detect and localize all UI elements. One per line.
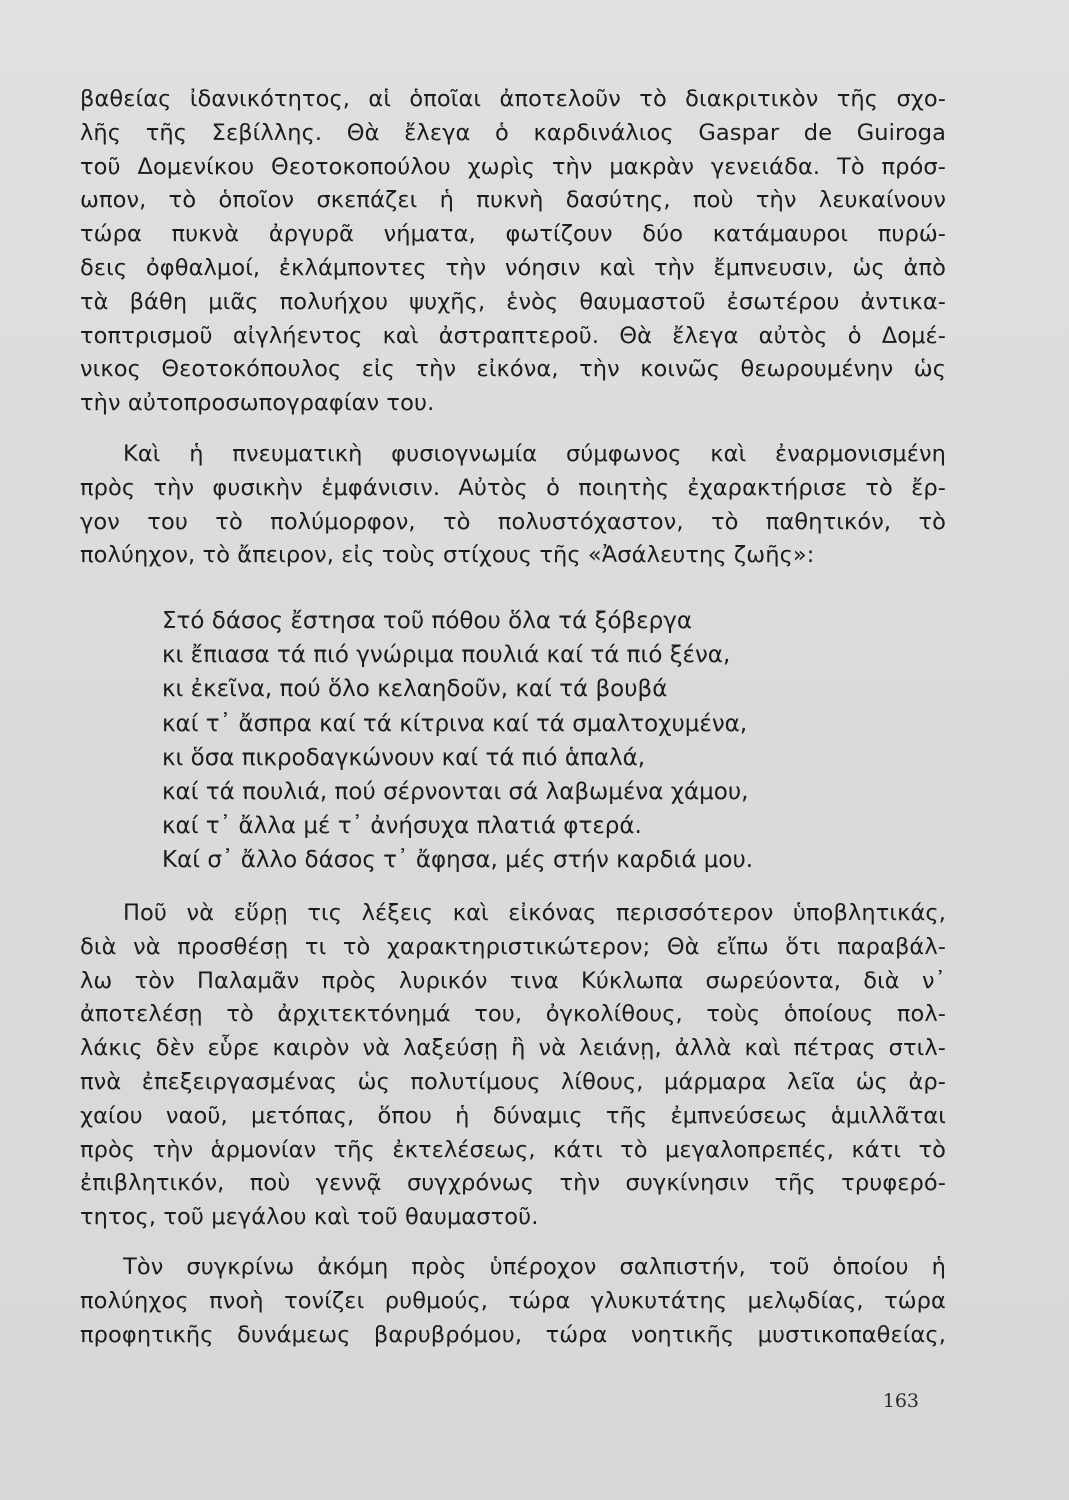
text-line: χαίου ναοῦ, μετόπας, ὅπου ἡ δύναμις τῆς ἐμπνεύσεως ἁμιλλᾶται [80, 1102, 946, 1129]
poem-verse: καί τ᾽ ἄλλα μέ τ᾽ ἀνήσυχα πλατιά φτερά. [162, 813, 642, 840]
text-line: λω τὸν Παλαμᾶν πρὸς λυρικόν τινα Κύκλωπα σωρεύοντα, διὰ ν᾽ [80, 967, 946, 994]
text-line: ἀποτελέσῃ τὸ ἀρχιτεκτόνημά του, ὀγκολίθους, τοὺς ὁποίους πολ- [80, 1001, 946, 1028]
text-line: πρὸς τὴν ἁρμονίαν τῆς ἐκτελέσεως, κάτι τὸ μεγαλοπρεπές, κάτι τὸ [80, 1136, 946, 1163]
text-line: τοπτρισμοῦ αἰγλήεντος καὶ ἀστραπτεροῦ. Θὰ ἔλεγα αὐτὸς ὁ Δομέ- [80, 322, 946, 349]
text-line: πολύηχον, τὸ ἄπειρον, εἰς τοὺς στίχους τῆς «Ἀσάλευτης ζωῆς»: [80, 542, 815, 569]
text-line: τοῦ Δομενίκου Θεοτοκοπούλου χωρὶς τὴν μακρὰν γενειάδα. Τὸ πρόσ- [80, 153, 946, 180]
text-line: λάκις δὲν εὗρε καιρὸν νὰ λαξεύσῃ ἢ νὰ λειάνῃ, ἀλλὰ καὶ πέτρας στιλ- [80, 1035, 946, 1062]
text-line: δεις ὀφθαλμοί, ἐκλάμποντες τὴν νόησιν καὶ τὴν ἔμπνευσιν, ὡς ἀπὸ [80, 254, 946, 281]
text-line: βαθείας ἰδανικότητος, αἱ ὁποῖαι ἀποτελοῦν τὸ διακριτικὸν τῆς σχο- [80, 86, 946, 112]
text-line: πολύηχος πνοὴ τονίζει ρυθμούς, τώρα γλυκυτάτης μελῳδίας, τώρα [80, 1287, 946, 1314]
poem-verse: κι ὅσα πικροδαγκώνουν καί τά πιό ἁπαλά, [162, 744, 646, 771]
text-line: νικος Θεοτοκόπουλος εἰς τὴν εἰκόνα, τὴν κοινῶς θεωρουμένην ὡς [80, 356, 946, 383]
text-line: τητος, τοῦ μεγάλου καὶ τοῦ θαυμαστοῦ. [80, 1204, 539, 1231]
poem-verse: κι ἐκεῖνα, πού ὅλο κελαηδοῦν, καί τά βουβά [162, 676, 668, 703]
poem-verse: Καί σ᾽ ἄλλο δάσος τ᾽ ἄφησα, μές στήν καρδιά μου. [162, 847, 754, 874]
poem-verse: καί τ᾽ ἄσπρα καί τά κίτρινα καί τά σμαλτοχυμένα, [162, 710, 748, 737]
paragraph-3 [80, 897, 946, 1235]
text-line: λῆς τῆς Σεβίλλης. Θὰ ἔλεγα ὁ καρδινάλιος Gaspar de Guiroga [80, 119, 946, 146]
text-line: τὰ βάθη μιᾶς πολυήχου ψυχῆς, ἑνὸς θαυμαστοῦ ἐσωτέρου ἀντικα- [80, 288, 946, 315]
text-line: Ποῦ νὰ εὕρῃ τις λέξεις καὶ εἰκόνας περισσότερον ὑποβλητικάς, [123, 900, 946, 926]
poem-verse: καί τά πουλιά, πού σέρνονται σά λαβωμένα χάμου, [162, 778, 749, 805]
poem-verse: κι ἔπιασα τά πιό γνώριμα πουλιά καί τά πιό ξένα, [162, 642, 731, 669]
text-line: ωπον, τὸ ὁποῖον σκεπάζει ἡ πυκνὴ δασύτης, ποὺ τὴν λευκαίνουν [80, 187, 946, 214]
poem-verse: Στό δάσος ἔστησα τοῦ πόθου ὅλα τά ξόβεργα [162, 608, 693, 634]
paragraph-1 [80, 83, 946, 421]
text-line: διὰ νὰ προσθέσῃ τι τὸ χαρακτηριστικώτερον; Θὰ εἴπω ὅτι παραβάλ- [80, 933, 946, 960]
text-line: πρὸς τὴν φυσικὴν ἐμφάνισιν. Αὐτὸς ὁ ποιητὴς ἐχαρακτήρισε τὸ ἔρ- [80, 474, 946, 501]
text-line: πνὰ ἐπεξειργασμένας ὡς πολυτίμους λίθους, μάρμαρα λεῖα ὡς ἀρ- [80, 1068, 946, 1095]
text-line: τὴν αὐτοπροσωπογραφίαν του. [80, 390, 435, 417]
paragraph-2 [80, 438, 946, 573]
text-line: τώρα πυκνὰ ἀργυρᾶ νήματα, φωτίζουν δύο κατάμαυροι πυρώ- [80, 221, 946, 248]
text-line: προφητικῆς δυνάμεως βαρυβρόμου, τώρα νοητικῆς μυστικοπαθείας, [80, 1321, 946, 1348]
text-line: ἐπιβλητικόν, ποὺ γεννᾷ συγχρόνως τὴν συγκίνησιν τῆς τρυφερό- [80, 1170, 946, 1197]
poem-quotation [162, 604, 753, 878]
text-line: γον του τὸ πολύμορφον, τὸ πολυστόχαστον, τὸ παθητικόν, τὸ [80, 508, 946, 535]
paragraph-4 [80, 1251, 946, 1352]
text-line: Καὶ ἡ πνευματικὴ φυσιογνωμία σύμφωνος καὶ ἐναρμονισμένη [123, 441, 946, 467]
page-number: 163 [882, 1390, 919, 1412]
text-line: Τὸν συγκρίνω ἀκόμη πρὸς ὑπέροχον σαλπιστήν, τοῦ ὁποίου ἡ [123, 1254, 946, 1280]
